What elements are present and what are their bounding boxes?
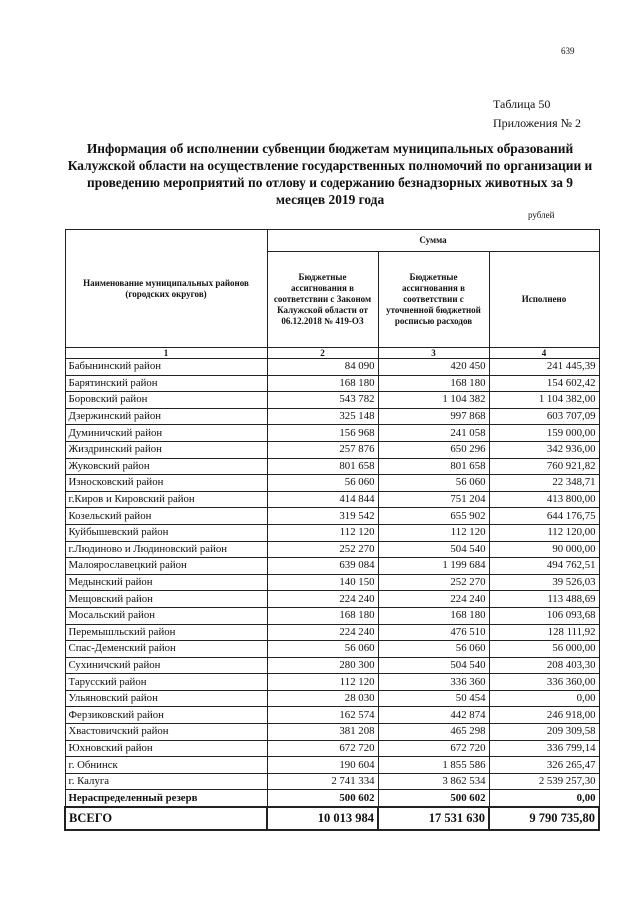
table-body <box>65 359 599 831</box>
value-c3: 672 720 <box>378 740 489 757</box>
total-c3: 17 531 630 <box>378 807 489 830</box>
district-name: Мещовский район <box>65 591 267 608</box>
value-c2: 2 741 334 <box>267 773 378 790</box>
value-c2: 162 574 <box>267 707 378 724</box>
table-row <box>65 707 599 724</box>
value-c3: 465 298 <box>378 724 489 741</box>
value-c3: 504 540 <box>378 541 489 558</box>
table-row <box>65 541 599 558</box>
value-c2: 112 120 <box>267 674 378 691</box>
value-c3: 56 060 <box>378 475 489 492</box>
value-c2: 319 542 <box>267 508 378 525</box>
table-row <box>65 524 599 541</box>
value-c4: 159 000,00 <box>489 425 599 442</box>
table-row <box>65 574 599 591</box>
value-c2: 325 148 <box>267 408 378 425</box>
total-c2: 10 013 984 <box>267 807 378 830</box>
value-c4: 154 602,42 <box>489 375 599 392</box>
reserve-c3: 500 602 <box>378 790 489 807</box>
district-name: г.Киров и Кировский район <box>65 491 267 508</box>
value-c3: 1 855 586 <box>378 757 489 774</box>
value-c4: 494 762,51 <box>489 558 599 575</box>
district-name: Сухиничский район <box>65 657 267 674</box>
value-c4: 2 539 257,30 <box>489 773 599 790</box>
header-name: Наименование муниципальных районов (городских округов) <box>65 230 267 348</box>
value-c3: 112 120 <box>378 524 489 541</box>
value-c3: 168 180 <box>378 375 489 392</box>
table-row <box>65 607 599 624</box>
district-name: Бабынинский район <box>65 359 267 376</box>
district-name: Перемышльский район <box>65 624 267 641</box>
district-name: Тарусский район <box>65 674 267 691</box>
value-c4: 22 348,71 <box>489 475 599 492</box>
district-name: Мосальский район <box>65 607 267 624</box>
value-c4: 39 526,03 <box>489 574 599 591</box>
value-c3: 1 199 684 <box>378 558 489 575</box>
value-c4: 326 265,47 <box>489 757 599 774</box>
table-row <box>65 458 599 475</box>
value-c4: 106 093,68 <box>489 607 599 624</box>
value-c3: 241 058 <box>378 425 489 442</box>
table-row <box>65 359 599 376</box>
value-c3: 50 454 <box>378 690 489 707</box>
value-c4: 603 707,09 <box>489 408 599 425</box>
header-sum: Сумма <box>267 230 599 252</box>
value-c4: 241 445,39 <box>489 359 599 376</box>
value-c4: 246 918,00 <box>489 707 599 724</box>
district-name: Барятинский район <box>65 375 267 392</box>
header-col4: Исполнено <box>489 252 599 348</box>
table-row <box>65 690 599 707</box>
district-name: Ферзиковский район <box>65 707 267 724</box>
reserve-c4: 0,00 <box>489 790 599 807</box>
table-row <box>65 475 599 492</box>
value-c4: 112 120,00 <box>489 524 599 541</box>
table-row <box>65 674 599 691</box>
value-c2: 140 150 <box>267 574 378 591</box>
header-num-3: 3 <box>378 348 489 359</box>
value-c3: 476 510 <box>378 624 489 641</box>
value-c3: 224 240 <box>378 591 489 608</box>
district-name: Хвастовичский район <box>65 724 267 741</box>
table-row <box>65 441 599 458</box>
table-row <box>65 408 599 425</box>
table-row <box>65 375 599 392</box>
header-col2: Бюджетные ассигнования в соответствии с Законом Калужской области от 06.12.2018 № 419-ОЗ <box>267 252 378 348</box>
value-c3: 655 902 <box>378 508 489 525</box>
value-c4: 336 360,00 <box>489 674 599 691</box>
value-c4: 1 104 382,00 <box>489 392 599 409</box>
total-name: ВСЕГО <box>65 807 267 830</box>
value-c3: 168 180 <box>378 607 489 624</box>
table-row <box>65 624 599 641</box>
reserve-name: Нераспределенный резерв <box>65 790 267 807</box>
district-name: Жиздринский район <box>65 441 267 458</box>
district-name: Козельский район <box>65 508 267 525</box>
total-c4: 9 790 735,80 <box>489 807 599 830</box>
district-name: Юхновский район <box>65 740 267 757</box>
table-row <box>65 558 599 575</box>
value-c2: 28 030 <box>267 690 378 707</box>
table-row <box>65 508 599 525</box>
table-row <box>65 657 599 674</box>
reserve-row <box>65 790 599 807</box>
value-c2: 156 968 <box>267 425 378 442</box>
currency-unit: рублей <box>528 210 555 220</box>
value-c2: 252 270 <box>267 541 378 558</box>
table-row <box>65 491 599 508</box>
value-c3: 336 360 <box>378 674 489 691</box>
table-row <box>65 591 599 608</box>
district-name: Дзержинский район <box>65 408 267 425</box>
value-c2: 639 084 <box>267 558 378 575</box>
value-c2: 280 300 <box>267 657 378 674</box>
document-title: Информация об исполнении субвенции бюджетам муниципальных образований Калужской области на осуществление государственных полномочий по организации и проведению мероприятий по отлову и содержанию безнадзорных животных за 9 месяцев 2019 года <box>67 141 593 207</box>
header-num-2: 2 <box>267 348 378 359</box>
district-name: Спас-Деменский район <box>65 641 267 658</box>
value-c4: 209 309,58 <box>489 724 599 741</box>
value-c2: 381 208 <box>267 724 378 741</box>
value-c3: 420 450 <box>378 359 489 376</box>
value-c4: 113 488,69 <box>489 591 599 608</box>
page-number: 639 <box>561 46 575 56</box>
header-num-1: 1 <box>65 348 267 359</box>
header-num-4: 4 <box>489 348 599 359</box>
value-c3: 504 540 <box>378 657 489 674</box>
table-row <box>65 724 599 741</box>
table-row <box>65 392 599 409</box>
total-row <box>65 807 599 830</box>
district-name: Износковский район <box>65 475 267 492</box>
value-c4: 0,00 <box>489 690 599 707</box>
table-row <box>65 641 599 658</box>
value-c4: 342 936,00 <box>489 441 599 458</box>
reserve-c2: 500 602 <box>267 790 378 807</box>
table-row <box>65 757 599 774</box>
district-name: Куйбышевский район <box>65 524 267 541</box>
value-c4: 128 111,92 <box>489 624 599 641</box>
value-c2: 84 090 <box>267 359 378 376</box>
value-c2: 257 876 <box>267 441 378 458</box>
value-c2: 168 180 <box>267 607 378 624</box>
value-c4: 413 800,00 <box>489 491 599 508</box>
subvention-table <box>64 229 600 831</box>
district-name: Медынский район <box>65 574 267 591</box>
district-name: Жуковский район <box>65 458 267 475</box>
district-name: г.Людиново и Людиновский район <box>65 541 267 558</box>
value-c3: 650 296 <box>378 441 489 458</box>
value-c2: 56 060 <box>267 641 378 658</box>
value-c2: 543 782 <box>267 392 378 409</box>
value-c3: 3 862 534 <box>378 773 489 790</box>
value-c2: 168 180 <box>267 375 378 392</box>
district-name: Боровский район <box>65 392 267 409</box>
district-name: г. Обнинск <box>65 757 267 774</box>
value-c2: 224 240 <box>267 624 378 641</box>
district-name: Думиничский район <box>65 425 267 442</box>
value-c3: 252 270 <box>378 574 489 591</box>
value-c4: 336 799,14 <box>489 740 599 757</box>
value-c3: 751 204 <box>378 491 489 508</box>
header-col3: Бюджетные ассигнования в соответствии с уточненной бюджетной росписью расходов <box>378 252 489 348</box>
value-c4: 208 403,30 <box>489 657 599 674</box>
table-row <box>65 773 599 790</box>
value-c2: 56 060 <box>267 475 378 492</box>
table-label: Таблица 50 <box>493 97 551 111</box>
appendix-label: Приложения № 2 <box>493 116 582 130</box>
table-row <box>65 425 599 442</box>
district-name: Ульяновский район <box>65 690 267 707</box>
value-c3: 442 874 <box>378 707 489 724</box>
value-c3: 1 104 382 <box>378 392 489 409</box>
value-c2: 801 658 <box>267 458 378 475</box>
value-c2: 224 240 <box>267 591 378 608</box>
value-c3: 801 658 <box>378 458 489 475</box>
value-c2: 190 604 <box>267 757 378 774</box>
district-name: г. Калуга <box>65 773 267 790</box>
value-c2: 414 844 <box>267 491 378 508</box>
value-c3: 997 868 <box>378 408 489 425</box>
value-c2: 672 720 <box>267 740 378 757</box>
district-name: Малоярославецкий район <box>65 558 267 575</box>
table-row <box>65 740 599 757</box>
value-c4: 644 176,75 <box>489 508 599 525</box>
value-c4: 90 000,00 <box>489 541 599 558</box>
value-c2: 112 120 <box>267 524 378 541</box>
value-c4: 56 000,00 <box>489 641 599 658</box>
value-c3: 56 060 <box>378 641 489 658</box>
value-c4: 760 921,82 <box>489 458 599 475</box>
